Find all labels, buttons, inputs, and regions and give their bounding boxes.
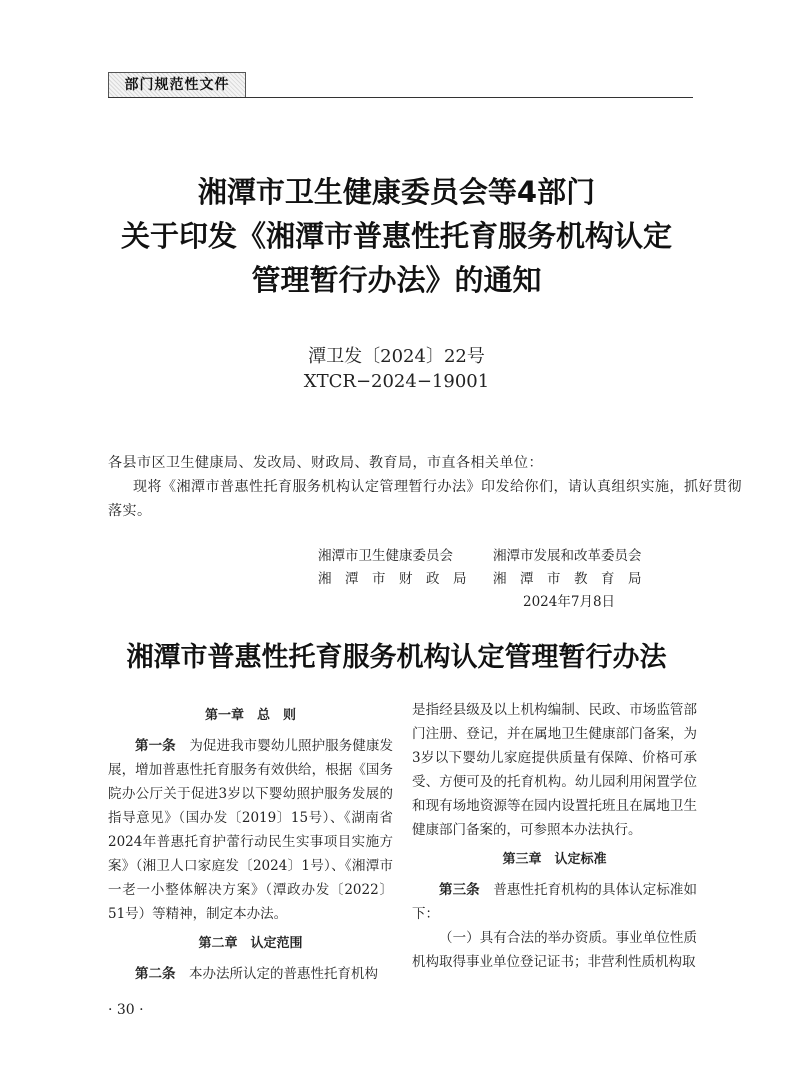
article-label: 第三条 bbox=[439, 882, 480, 898]
notice-title bbox=[90, 170, 703, 302]
left-column bbox=[108, 698, 393, 986]
signer: 湘 潭 市 教 育 局 bbox=[493, 571, 642, 587]
chapter-heading: 第三章 认定标准 bbox=[502, 852, 607, 867]
issue-date: 2024年7月8日 bbox=[523, 594, 616, 610]
article-paragraph bbox=[108, 962, 393, 986]
signer: 湘潭市发展和改革委员会 bbox=[493, 548, 642, 564]
article-label: 第二条 bbox=[135, 966, 176, 982]
page-number: · 30 · bbox=[108, 1002, 144, 1018]
doc-number: 潭卫发〔2024〕22号 bbox=[308, 346, 485, 367]
notice-title-line: 管理暂行办法》的通知 bbox=[251, 263, 542, 297]
notice-body-line: 现将《湘潭市普惠性托育服务机构认定管理暂行办法》印发给你们，请认真组织实施，抓好贯彻 bbox=[133, 479, 742, 495]
article-label: 第一条 bbox=[135, 738, 176, 754]
right-column bbox=[412, 698, 697, 974]
signer: 湘潭市卫生健康委员会 bbox=[318, 548, 453, 564]
article-item: （一）具有合法的举办资质。事业单位性质机构取得事业单位登记证书；非营利性质机构取 bbox=[412, 930, 697, 970]
notice-title-line: 湘潭市卫生健康委员会等4部门 bbox=[197, 175, 596, 209]
chapter-heading: 第二章 认定范围 bbox=[198, 936, 303, 951]
header-divider bbox=[108, 97, 693, 98]
signer: 湘 潭 市 财 政 局 bbox=[318, 571, 467, 587]
regulation-title: 湘潭市普惠性托育服务机构认定管理暂行办法 bbox=[126, 642, 667, 673]
reg-number: XTCR−2024−19001 bbox=[303, 371, 490, 392]
article-text: 普惠性托育机构的具体认定标准如下： bbox=[412, 882, 698, 922]
addressee: 各县市区卫生健康局、发改局、财政局、教育局，市直各相关单位： bbox=[108, 455, 543, 471]
article-text: 是指经县级及以上机构编制、民政、市场监管部门注册、登记，并在属地卫生健康部门备案，为3岁以下婴幼儿家庭提供质量有保障、价格可承受、方便可及的托育机构。幼儿园利用闲置学位和现有场地资源等在园内设置托班且在属地卫生健康部门备案的，可参照本办法执行。 bbox=[412, 702, 697, 838]
article-text: 本办法所认定的普惠性托育机构 bbox=[189, 966, 378, 982]
section-label: 部门规范性文件 bbox=[108, 72, 246, 98]
article-text: 为促进我市婴幼儿照护服务健康发展，增加普惠性托育服务有效供给，根据《国务院办公厅关于促进3岁以下婴幼照护服务发展的指导意见》（国办发〔2019〕15号）、《湖南省2024年普惠托育护蕾行动民生实事项目实施方案》（湘卫人口家庭发〔2024〕1号）、《湘潭市一老一小整体解决方案》（潭政办发〔2022〕51号）等精神，制定本办法。 bbox=[108, 738, 394, 922]
article-paragraph bbox=[108, 734, 393, 926]
chapter-heading: 第一章 总 则 bbox=[204, 708, 296, 723]
article-paragraph bbox=[412, 878, 697, 926]
notice-body-line: 落实。 bbox=[108, 503, 152, 519]
notice-title-line: 关于印发《湘潭市普惠性托育服务机构认定 bbox=[120, 219, 672, 253]
